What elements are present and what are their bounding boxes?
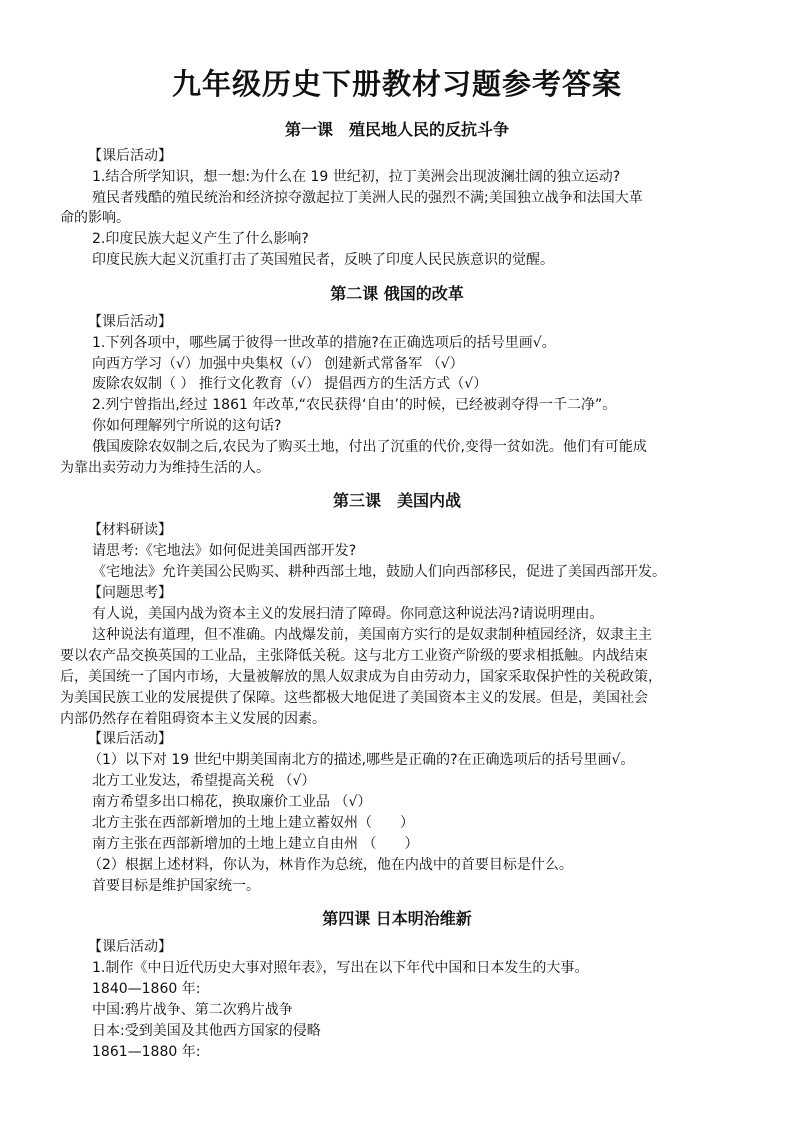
lesson-3-activity-answer-2: 首要目标是维护国家统一。	[92, 878, 260, 894]
lesson-3-think-question: 有人说，美国内战为资本主义的发展扫清了障碍。你同意这种说法冯?请说明理由。	[92, 606, 604, 622]
lesson-4-period-2: 1861—1880 年:	[92, 1044, 201, 1060]
lesson-3-tag-question: 【问题思考】	[88, 585, 172, 601]
lesson-1-answer-1: 殖民者残酷的殖民统治和经济掠夺激起拉丁美洲人民的强烈不满;美国独立战争和法国大革	[92, 190, 643, 206]
lesson-3-option-4: 南方主张在西部新增加的土地上建立自由州 （ ）	[92, 836, 419, 852]
lesson-2-heading: 第二课 俄国的改革	[330, 284, 464, 303]
lesson-3-think-answer-cont-3: 为美国民族工业的发展提供了保障。这些都极大地促进了美国资本主义的发展。但是，美国社会	[60, 690, 648, 706]
lesson-3-think-answer: 这种说法有道理，但不准确。内战爆发前，美国南方实行的是奴隶制种植园经济，奴隶主主	[92, 627, 652, 643]
lesson-2-answer-2-cont: 为靠出卖劳动力为维持生活的人。	[60, 460, 270, 476]
lesson-2-question-1: 1.下列各项中，哪些属于彼得一世改革的措施?在正确选项后的括号里画√。	[92, 335, 556, 351]
lesson-3-activity-question-1: （1）以下对 19 世纪中期美国南北方的描述,哪些是正确的?在正确选项后的括号里画√。	[88, 752, 635, 768]
lesson-3-activity-question-2: （2）根据上述材料，你认为，林肯作为总统，他在内战中的首要目标是什么。	[88, 857, 573, 873]
lesson-4-question-1: 1.制作《中日近代历史大事对照年表》，写出在以下年代中国和日本发生的大事。	[92, 960, 589, 976]
lesson-4-tag-activity: 【课后活动】	[88, 939, 172, 955]
lesson-2-question-2: 2.列宁曾指出,经过 1861 年改革,“农民获得‘自由’的时候，已经被剥夺得一千二净”。	[92, 397, 617, 413]
lesson-1-heading: 第一课 殖民地人民的反抗斗争	[284, 120, 509, 139]
lesson-2-tag-activity: 【课后活动】	[88, 314, 172, 330]
lesson-3-tag-material: 【材料研读】	[88, 522, 172, 538]
lesson-1-answer-1-cont: 命的影响。	[60, 210, 130, 226]
lesson-3-option-2: 南方希望多出口棉花，换取廉价工业品 （√）	[92, 794, 372, 810]
lesson-3-option-3: 北方主张在西部新增加的土地上建立蓄奴州（ ）	[92, 815, 414, 831]
lesson-1-tag-activity: 【课后活动】	[88, 148, 172, 164]
lesson-3-think-answer-cont-1: 要以农产品交换英国的工业品，主张降低关税。这与北方工业资产阶级的要求相抵触。内战结束	[60, 648, 648, 664]
lesson-3-tag-activity: 【课后活动】	[88, 731, 172, 747]
lesson-1-question-2: 2.印度民族大起义产生了什么影响?	[92, 231, 309, 247]
document-title: 九年级历史下册教材习题参考答案	[171, 67, 622, 101]
lesson-3-option-1: 北方工业发达，希望提高关税 （√）	[92, 773, 316, 789]
lesson-3-think-answer-cont-2: 后，美国统一了国内市场，大量被解放的黑人奴隶成为自由劳动力，国家采取保护性的关税政策，	[60, 669, 662, 685]
lesson-4-heading: 第四课 日本明治维新	[322, 909, 472, 928]
lesson-3-material-question: 请思考:《宅地法》如何促进美国西部开发?	[92, 543, 357, 559]
lesson-1-question-1: 1.结合所学知识，想一想:为什么在 19 世纪初，拉丁美洲会出现波澜壮阔的独立运动?	[92, 169, 621, 185]
lesson-3-think-answer-cont-4: 内部仍然存在着阻碍资本主义发展的因素。	[60, 711, 326, 727]
lesson-2-options-row-1: 向西方学习（√）加强中央集权（√） 创建新式常备军 （√）	[92, 356, 464, 372]
lesson-2-question-2-cont: 你如何理解列宁所说的这句话?	[92, 418, 282, 434]
lesson-2-options-row-2: 废除农奴制（ ） 推行文化教育（√） 提倡西方的生活方式（√）	[92, 376, 488, 392]
lesson-1-answer-2: 印度民族大起义沉重打击了英国殖民者，反映了印度人民民族意识的觉醒。	[92, 252, 554, 268]
lesson-4-japan-events: 日本:受到美国及其他西方国家的侵略	[92, 1023, 321, 1039]
lesson-4-china-events: 中国:鸦片战争、第二次鸦片战争	[92, 1002, 293, 1018]
lesson-2-answer-2: 俄国废除农奴制之后,农民为了购买土地，付出了沉重的代价,变得一贫如洗。他们有可能成	[92, 439, 647, 455]
lesson-4-period-1: 1840—1860 年:	[92, 981, 201, 997]
lesson-3-heading: 第三课 美国内战	[332, 491, 461, 510]
lesson-3-material-answer: 《宅地法》允许美国公民购买、耕种西部土地，鼓励人们向西部移民，促进了美国西部开发。	[92, 564, 666, 580]
